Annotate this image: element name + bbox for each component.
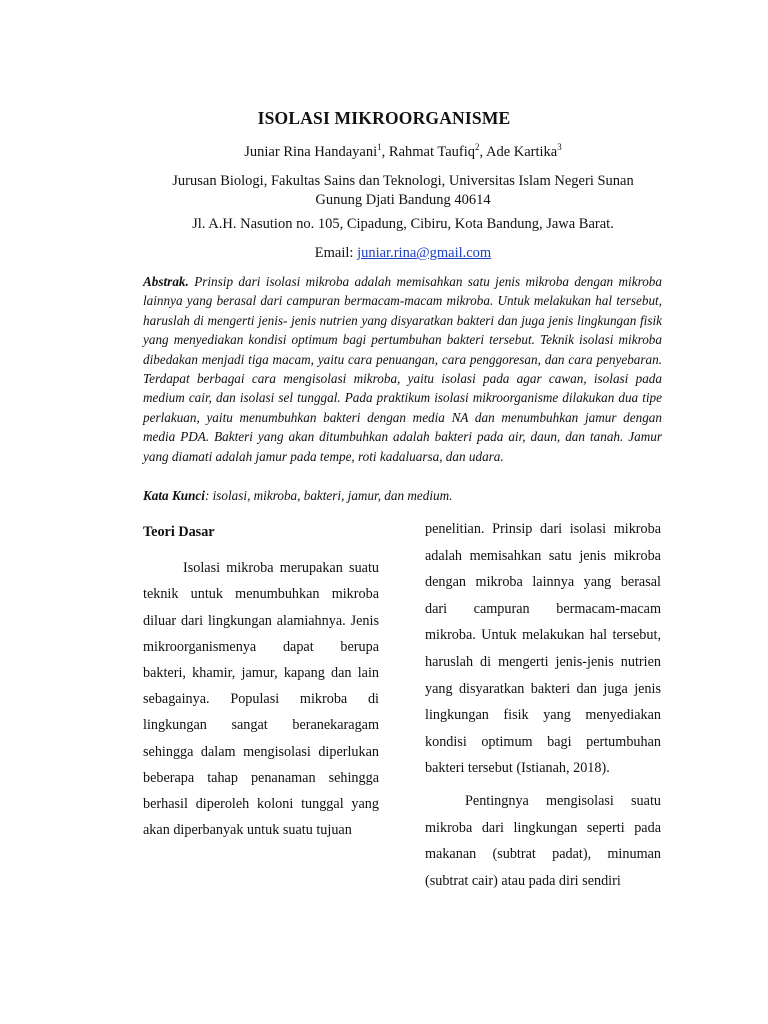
keywords-text: : isolasi, mikroba, bakteri, jamur, dan medium. xyxy=(204,488,453,503)
author-name: Rahmat Taufiq xyxy=(388,144,476,160)
author-name: Ade Kartika xyxy=(485,144,558,160)
abstract-label: Abstrak. xyxy=(143,274,189,289)
body-paragraph: Isolasi mikroba merupakan suatu teknik untuk menumbuhkan mikroba diluar dari lingkungan alamiahnya. Jenis mikroorganismenya dapat berupa bakteri, khamir, jamur, kapang dan lain sebagainya. Populasi mikroba di lingkungan sangat beranekaragam sehingga dalam mengisolasi diperlukan beberapa tahap penanaman sehingga berhasil diperoleh koloni tunggal yang akan diperbanyak untuk suatu tujuan xyxy=(143,560,379,839)
keywords-label: Kata Kunci xyxy=(143,488,205,503)
author-name: Juniar Rina Handayani xyxy=(244,144,378,160)
author-list: Juniar Rina Handayani$^1$, Rahmat Taufiq$^2$, Ade Kartika$^3$ xyxy=(244,142,562,160)
email-line xyxy=(0,245,768,262)
section-heading: Teori Dasar xyxy=(143,524,215,540)
right-column xyxy=(425,516,661,894)
author-affiliation-mark: 2 xyxy=(475,142,480,152)
email-link[interactable]: juniar.rina@gmail.com xyxy=(357,245,492,261)
address: Jl. A.H. Nasution no. 105, Cipadung, Cibiru, Kota Bandung, Jawa Barat. xyxy=(192,216,614,232)
email-label: Email: xyxy=(314,245,358,261)
affiliation xyxy=(0,172,768,210)
abstract xyxy=(143,272,662,466)
keywords xyxy=(143,488,662,504)
left-column xyxy=(143,519,379,843)
body-paragraph: penelitian. Prinsip dari isolasi mikroba adalah memisahkan satu jenis mikroba dengan mikroba lainnya yang berasal dari campuran bermacam-macam mikroba. Untuk melakukan hal tersebut, haruslah di mengerti jenis-jenis nutrien yang disyaratkan bakteri dan juga jenis lingkungan fisik yang menyediakan kondisi optimum bagi pertumbuhan bakteri tersebut (Istianah, 2018). xyxy=(425,521,661,777)
author-affiliation-mark: 1 xyxy=(377,142,382,152)
paper-title: ISOLASI MIKROORGANISME xyxy=(257,108,511,128)
affiliation-line: Jurusan Biologi, Fakultas Sains dan Teknologi, Universitas Islam Negeri Sunan xyxy=(172,173,634,189)
affiliation-line: Gunung Djati Bandung 40614 xyxy=(315,192,491,208)
body-paragraph: Pentingnya mengisolasi suatu mikroba dari lingkungan seperti pada makanan (subtrat padat), minuman (subtrat cair) atau pada diri sendiri xyxy=(425,792,661,889)
author-affiliation-mark: 3 xyxy=(557,142,562,152)
abstract-text: Prinsip dari isolasi mikroba adalah memisahkan satu jenis mikroba dengan mikroba lainnya yang berasal dari campuran bermacam-macam mikroba. Untuk melakukan hal tersebut, haruslah di mengerti jenis- jenis nutrien yang disyaratkan bakteri dan juga jenis lingkungan fisik yang menyediakan kondisi optimum bagi pertumbuhan bakteri tersebut. Teknik isolasi mikroba dibedakan menjadi tiga macam, yaitu cara penuangan, cara penggoresan, dan cara penyebaran. Terdapat berbagai cara mengisolasi mikroba, yaitu isolasi pada agar cawan, isolasi pada medium cair, dan isolasi sel tunggal. Pada praktikum isolasi mikroorganisme dilakukan dua tipe perlakuan, yaitu menumbuhkan bakteri dengan media NA dan menumbuhkan jamur dengan media PDA. Bakteri yang akan ditumbuhkan adalah bakteri pada air, daun, dan tanah. Jamur yang diamati adalah jamur pada tempe, roti kadaluarsa, dan udara. xyxy=(143,274,662,464)
